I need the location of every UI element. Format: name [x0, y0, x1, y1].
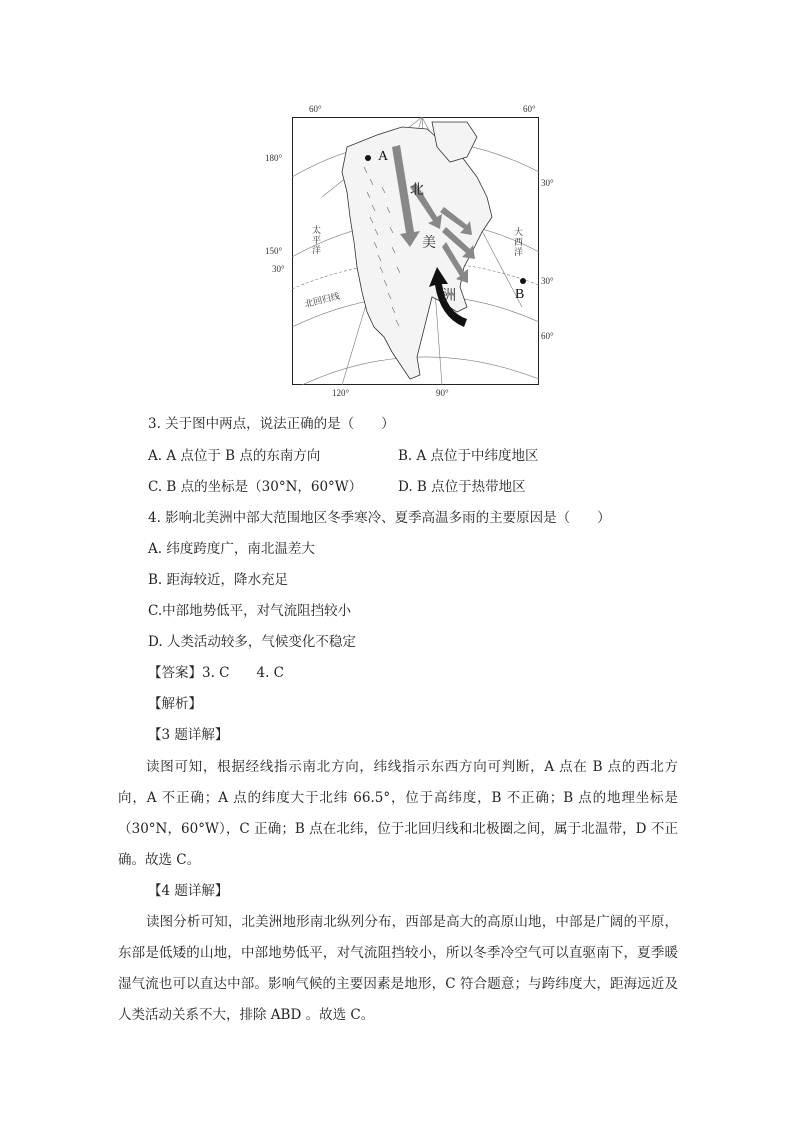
pacific-label: 太平洋 — [312, 225, 322, 255]
lat-label-30-right-top: 30° — [541, 178, 554, 188]
q3-option-d: D. B 点位于热带地区 — [398, 479, 526, 495]
answer-line: 【答案】3. C 4. C — [148, 665, 285, 681]
tropic-label: 北回归线 — [303, 290, 341, 310]
q3-option-c: C. B 点的坐标是（30°N，60°W） — [148, 479, 363, 495]
q4-option-b: B. 距海较近，降水充足 — [148, 572, 289, 588]
continent-char-2: 美 — [422, 236, 436, 251]
q4-option-d: D. 人类活动较多，气候变化不稳定 — [148, 634, 356, 650]
detail4-text: 读图分析可知，北美洲地形南北纵列分布，西部是高大的高原山地，中部是广阔的平原，东部是低矮的山地，中部地势低平，对气流阻挡较小，所以冬季冷空气可以直驱南下，夏季暖湿气流也可以直达中部。影响气候的主要因素是地形，C 符合题意；与跨纬度大，距海远近及人类活动关系不大，排除 ABD 。故选 C。 — [118, 914, 678, 1023]
detail3-heading: 【3 题详解】 — [148, 727, 229, 743]
detail4-heading: 【4 题详解】 — [148, 883, 229, 899]
q3-option-a: A. A 点位于 B 点的东南方向 — [148, 448, 321, 464]
point-a-label: A — [378, 149, 389, 164]
analysis-heading: 【解析】 — [148, 696, 202, 712]
q4-option-a: A. 纬度跨度广，南北温差大 — [148, 541, 315, 557]
lat-label-60: 60° — [541, 331, 554, 341]
continent-char-3: 洲 — [442, 289, 456, 304]
continent-char-1: 北 — [410, 183, 424, 198]
lon-label-90: 90° — [436, 388, 449, 398]
map-svg — [292, 117, 539, 385]
lon-label-60-right: 60° — [523, 104, 536, 114]
lon-label-120: 120° — [332, 388, 350, 398]
point-b-label: B — [515, 287, 525, 302]
detail4-text-block — [118, 907, 678, 1031]
lat-label-30-left: 30° — [272, 264, 285, 274]
north-america-map — [292, 117, 539, 385]
q4-option-c: C.中部地势低平，对气流阻挡较小 — [148, 603, 352, 619]
lat-label-30-right: 30° — [541, 276, 554, 286]
lon-label-60-left: 60° — [309, 104, 322, 114]
q3-stem: 3. 关于图中两点，说法正确的是（ ） — [148, 416, 395, 432]
lat-label-180: 180° — [265, 153, 283, 163]
atlantic-label: 大西洋 — [514, 227, 524, 257]
detail3-text-block — [118, 752, 678, 876]
q3-option-b: B. A 点位于中纬度地区 — [398, 448, 539, 464]
detail3-text: 读图可知，根据经线指示南北方向，纬线指示东西方向可判断，A 点在 B 点的西北方向，A 不正确；A 点的纬度大于北纬 66.5°，位于高纬度，B 不正确；B 点的地理坐标是（30°N，60°W），C 正确；B 点在北纬，位于北回归线和北极圈之间，属于北温带，D 不正确。故选 C。 — [118, 759, 678, 868]
q4-stem: 4. 影响北美洲中部大范围地区冬季寒冷、夏季高温多雨的主要原因是（ ） — [148, 510, 611, 526]
lat-label-150: 150° — [265, 246, 283, 256]
